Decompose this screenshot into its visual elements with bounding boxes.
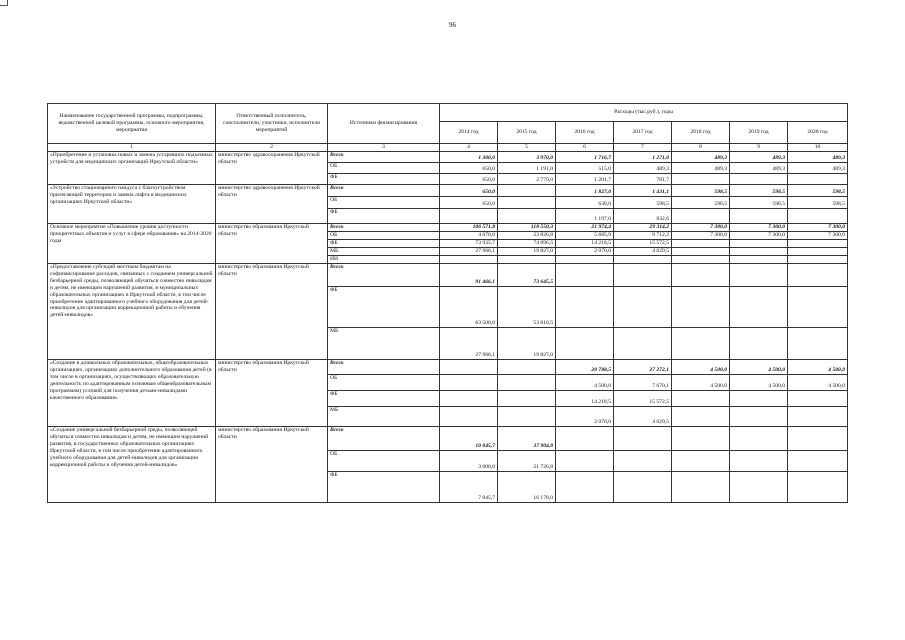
expense-value	[498, 391, 556, 407]
expense-value: 73 645,5	[498, 264, 556, 287]
expense-value	[788, 264, 848, 287]
expense-value	[556, 264, 614, 287]
responsible-executor: министерство образования Иркутской области	[216, 427, 328, 503]
expense-value	[730, 248, 788, 256]
column-number: 3	[328, 144, 440, 152]
expense-value: 489,3	[788, 152, 848, 163]
expense-value: 4 500,0	[556, 375, 614, 391]
expense-value	[498, 209, 556, 224]
finance-row	[48, 427, 848, 451]
expense-value	[672, 407, 730, 427]
expense-value	[672, 287, 730, 328]
responsible-executor: министерство здравоохранения Иркутской области	[216, 152, 328, 185]
funding-source: ОБ	[328, 375, 440, 391]
activity-name: «Предоставление субсидий местным бюджетам на софинансирование расходов, связанных с созданием универсальной безбарьерной среды, позволяющей обучаться совместно инвалидам и детям, не имеющим нарушений развития, в муниципальных образовательных организациях в Иркутской области, в том числе приобретение адаптированного учебного оборудования для детей-инвалидов для организации коррекционной работы и обучения детей-инвалидов»	[48, 264, 216, 360]
expense-value: 7 300,0	[788, 232, 848, 240]
expense-value: 7 300,0	[730, 224, 788, 232]
column-number: 7	[614, 144, 672, 152]
column-number: 4	[440, 144, 498, 152]
expense-value	[788, 174, 848, 185]
funding-source: Всего	[328, 360, 440, 375]
expense-value	[788, 451, 848, 472]
expense-value: 7 300,0	[672, 232, 730, 240]
expense-value	[440, 375, 498, 391]
expense-value	[614, 264, 672, 287]
expense-value: 53 818,5	[498, 287, 556, 328]
funding-source: ФБ	[328, 209, 440, 224]
expense-value	[788, 287, 848, 328]
expense-value: 4 500,0	[788, 375, 848, 391]
expense-value: 1 300,0	[440, 152, 498, 163]
finance-row	[48, 224, 848, 232]
expense-value: 91 466,1	[440, 264, 498, 287]
budget-table	[47, 103, 848, 503]
expense-value	[556, 328, 614, 360]
expense-value	[788, 240, 848, 248]
expense-value	[556, 427, 614, 451]
expense-value: 9 712,2	[614, 232, 672, 240]
expense-value: 1 431,1	[614, 185, 672, 197]
header-responsible: Ответственный исполнитель, соисполнители, участники, исполнители мероприятий	[216, 104, 328, 144]
expense-value	[498, 407, 556, 427]
activity-name: Основное мероприятие «Повышение уровня доступности приоритетных объектов и услуг в сфере образования» на 2014-2020 годы	[48, 224, 216, 264]
expense-value: 63 500,0	[440, 287, 498, 328]
header-year: 2015 год	[498, 122, 556, 144]
expense-value: 630,0	[556, 197, 614, 209]
expense-value: 4 500,0	[672, 360, 730, 375]
expense-value: 4 500,0	[672, 375, 730, 391]
expense-value	[440, 256, 498, 264]
header-expenses: Расходы (тыс.руб.), годы	[440, 104, 848, 122]
responsible-executor: министерство образования Иркутской области	[216, 360, 328, 427]
expense-value	[788, 328, 848, 360]
expense-value	[730, 174, 788, 185]
expense-value	[556, 256, 614, 264]
expense-value	[730, 209, 788, 224]
expense-value	[730, 427, 788, 451]
expense-value: 4 500,0	[730, 360, 788, 375]
expense-value: 1 191,0	[498, 163, 556, 174]
responsible-executor: министерство образования Иркутской области	[216, 264, 328, 360]
expense-value	[788, 472, 848, 503]
expense-value	[730, 407, 788, 427]
expense-value: 598,5	[672, 185, 730, 197]
expense-value	[614, 427, 672, 451]
activity-name: «Приобретение и установка новых и замена устаревших подъемных устройств для медицинских организаций Иркутской области»	[48, 152, 216, 185]
expense-value	[440, 360, 498, 375]
expense-value	[788, 407, 848, 427]
finance-row	[48, 264, 848, 287]
expense-value	[614, 451, 672, 472]
expense-value: 489,3	[672, 163, 730, 174]
expense-value: 7 300,0	[730, 232, 788, 240]
expense-value: 29 314,2	[614, 224, 672, 232]
expense-value: 5 685,9	[556, 232, 614, 240]
expense-value	[440, 391, 498, 407]
expense-value	[672, 240, 730, 248]
expense-value	[672, 427, 730, 451]
expense-value: 15 572,5	[614, 391, 672, 407]
expense-value: 650,0	[440, 185, 498, 197]
expense-value: 489,3	[672, 152, 730, 163]
expense-value: 1 197,0	[556, 209, 614, 224]
expense-value	[788, 256, 848, 264]
expense-value: 27 272,1	[614, 360, 672, 375]
expense-value	[672, 248, 730, 256]
header-year: 2020 год	[788, 122, 848, 144]
finance-row	[48, 360, 848, 375]
funding-source: ФБ	[328, 472, 440, 503]
column-number: 6	[556, 144, 614, 152]
activity-name: «Устройство стационарного пандуса с благоустройством прилегающей территории и замена лифта в медицинских организациях Иркутской области»	[48, 185, 216, 224]
responsible-executor: министерство образования Иркутской области	[216, 224, 328, 264]
funding-source: ОБ	[328, 232, 440, 240]
expense-value	[730, 472, 788, 503]
expense-value: 598,5	[788, 185, 848, 197]
column-number: 9	[730, 144, 788, 152]
funding-source: Всего	[328, 152, 440, 163]
expense-value: 10 045,7	[440, 427, 498, 451]
expense-value: 27 966,1	[440, 328, 498, 360]
funding-source: ИИ	[328, 256, 440, 264]
header-year: 2017 год	[614, 122, 672, 144]
funding-source: МБ	[328, 248, 440, 256]
expense-value: 20 788,5	[556, 360, 614, 375]
expense-value	[498, 375, 556, 391]
expense-value	[672, 391, 730, 407]
funding-source: Всего	[328, 224, 440, 232]
column-number: 5	[498, 144, 556, 152]
expense-value: 7 045,7	[440, 472, 498, 503]
expense-value	[440, 209, 498, 224]
expense-value: 489,3	[730, 152, 788, 163]
expense-value: 7 300,0	[672, 224, 730, 232]
funding-source: ОБ	[328, 163, 440, 174]
expense-value: 106 571,8	[440, 224, 498, 232]
expense-value	[440, 407, 498, 427]
expense-value: 2 779,0	[498, 174, 556, 185]
column-number: 2	[216, 144, 328, 152]
page-number: 96	[449, 21, 456, 29]
expense-value	[614, 256, 672, 264]
expense-value	[730, 256, 788, 264]
expense-value	[614, 328, 672, 360]
finance-row	[48, 152, 848, 163]
expense-value	[730, 328, 788, 360]
funding-source: ОБ	[328, 451, 440, 472]
responsible-executor: министерство здравоохранения Иркутской области	[216, 185, 328, 224]
header-year: 2019 год	[730, 122, 788, 144]
expense-value	[556, 472, 614, 503]
expense-value: 1 716,7	[556, 152, 614, 163]
expense-value	[556, 287, 614, 328]
expense-value	[672, 209, 730, 224]
expense-value	[498, 197, 556, 209]
expense-value: 7 670,1	[614, 375, 672, 391]
column-number: 8	[672, 144, 730, 152]
expense-value: 1 201,7	[556, 174, 614, 185]
funding-source: ФБ	[328, 391, 440, 407]
activity-name: «Создание универсальной безбарьерной среды, позволяющей обучаться совместно инвалидам и детям, не имеющим нарушений развития, в государственных образовательных организациях Иркутской области, в том числе приобретение адаптированного учебного оборудования для детей-инвалидов для организации коррекционной работы и обучения детей-инвалидов»	[48, 427, 216, 503]
expense-value: 4 500,0	[730, 375, 788, 391]
column-number: 10	[788, 144, 848, 152]
expense-value: 1 827,0	[556, 185, 614, 197]
expense-value: 4 029,5	[614, 248, 672, 256]
column-number-row	[48, 144, 848, 152]
expense-value	[672, 256, 730, 264]
expense-value: 598,5	[730, 185, 788, 197]
header-year: 2018 год	[672, 122, 730, 144]
expense-value: 74 896,5	[498, 240, 556, 248]
expense-value	[498, 360, 556, 375]
expense-value: 3 000,0	[440, 451, 498, 472]
expense-value: 3 970,0	[498, 152, 556, 163]
funding-source: ФБ	[328, 174, 440, 185]
expense-value: 1 271,0	[614, 152, 672, 163]
expense-value: 21 726,8	[498, 451, 556, 472]
expense-value: 650,0	[440, 163, 498, 174]
header-source: Источники финансирования	[328, 104, 440, 144]
funding-source: Всего	[328, 185, 440, 197]
expense-value	[730, 287, 788, 328]
expense-value: 73 935,7	[440, 240, 498, 248]
expense-value: 37 904,8	[498, 427, 556, 451]
expense-value: 515,0	[556, 163, 614, 174]
expense-value: 598,5	[614, 197, 672, 209]
expense-value: 4 500,0	[788, 360, 848, 375]
scan-corner-mark	[0, 0, 8, 6]
expense-value	[614, 472, 672, 503]
expense-value	[672, 264, 730, 287]
expense-value: 650,0	[440, 197, 498, 209]
expense-value: 27 966,1	[440, 248, 498, 256]
expense-value: 23 826,8	[498, 232, 556, 240]
expense-value: 781,7	[614, 174, 672, 185]
expense-value: 14 218,5	[556, 391, 614, 407]
funding-source: МБ	[328, 328, 440, 360]
expense-value: 15 572,5	[614, 240, 672, 248]
expense-value: 598,5	[788, 197, 848, 209]
expense-value	[672, 451, 730, 472]
expense-value: 832,6	[614, 209, 672, 224]
expense-value	[498, 185, 556, 197]
expense-value	[672, 472, 730, 503]
expense-value: 4 670,0	[440, 232, 498, 240]
expense-value	[614, 287, 672, 328]
expense-value: 598,5	[672, 197, 730, 209]
funding-source: Всего	[328, 427, 440, 451]
expense-value	[730, 240, 788, 248]
activity-name: «Создание в дошкольных образовательных, общеобразовательных организациях, организациях дополнительного образования детей (в том числе в организациях, осуществляющих образовательную деятельность по адаптированным основным общеобразовательным программам) условий для получения детьми-инвалидами качественного образования»	[48, 360, 216, 427]
expense-value: 489,3	[614, 163, 672, 174]
expense-value: 4 029,5	[614, 407, 672, 427]
funding-source: Всего	[328, 264, 440, 287]
expense-value	[730, 391, 788, 407]
expense-value: 598,5	[730, 197, 788, 209]
expense-value	[672, 328, 730, 360]
expense-value: 489,3	[788, 163, 848, 174]
expense-value: 650,0	[440, 174, 498, 185]
expense-value	[730, 451, 788, 472]
expense-value	[672, 174, 730, 185]
expense-value: 16 178,0	[498, 472, 556, 503]
expense-value: 19 827,0	[498, 328, 556, 360]
expense-value: 14 218,5	[556, 240, 614, 248]
expense-value	[556, 451, 614, 472]
header-program: Наименование государственной программы, подпрограммы, ведомственной целевой программы, основного мероприятия, мероприятия	[48, 104, 216, 144]
expense-value	[730, 264, 788, 287]
expense-value	[788, 427, 848, 451]
expense-value: 489,3	[730, 163, 788, 174]
header-year: 2014 год	[440, 122, 498, 144]
budget-body	[48, 152, 848, 503]
expense-value	[498, 256, 556, 264]
expense-value: 118 550,3	[498, 224, 556, 232]
funding-source: МБ	[328, 407, 440, 427]
funding-source: ОБ	[328, 197, 440, 209]
header-year: 2016 год	[556, 122, 614, 144]
expense-value: 19 827,0	[498, 248, 556, 256]
expense-value: 21 974,4	[556, 224, 614, 232]
column-number: 1	[48, 144, 216, 152]
funding-source: ФБ	[328, 240, 440, 248]
expense-value: 2 070,0	[556, 248, 614, 256]
expense-value: 2 070,0	[556, 407, 614, 427]
finance-row	[48, 185, 848, 197]
expense-value	[788, 209, 848, 224]
expense-value	[788, 391, 848, 407]
expense-value	[788, 248, 848, 256]
funding-source: ФБ	[328, 287, 440, 328]
expense-value: 7 300,0	[788, 224, 848, 232]
